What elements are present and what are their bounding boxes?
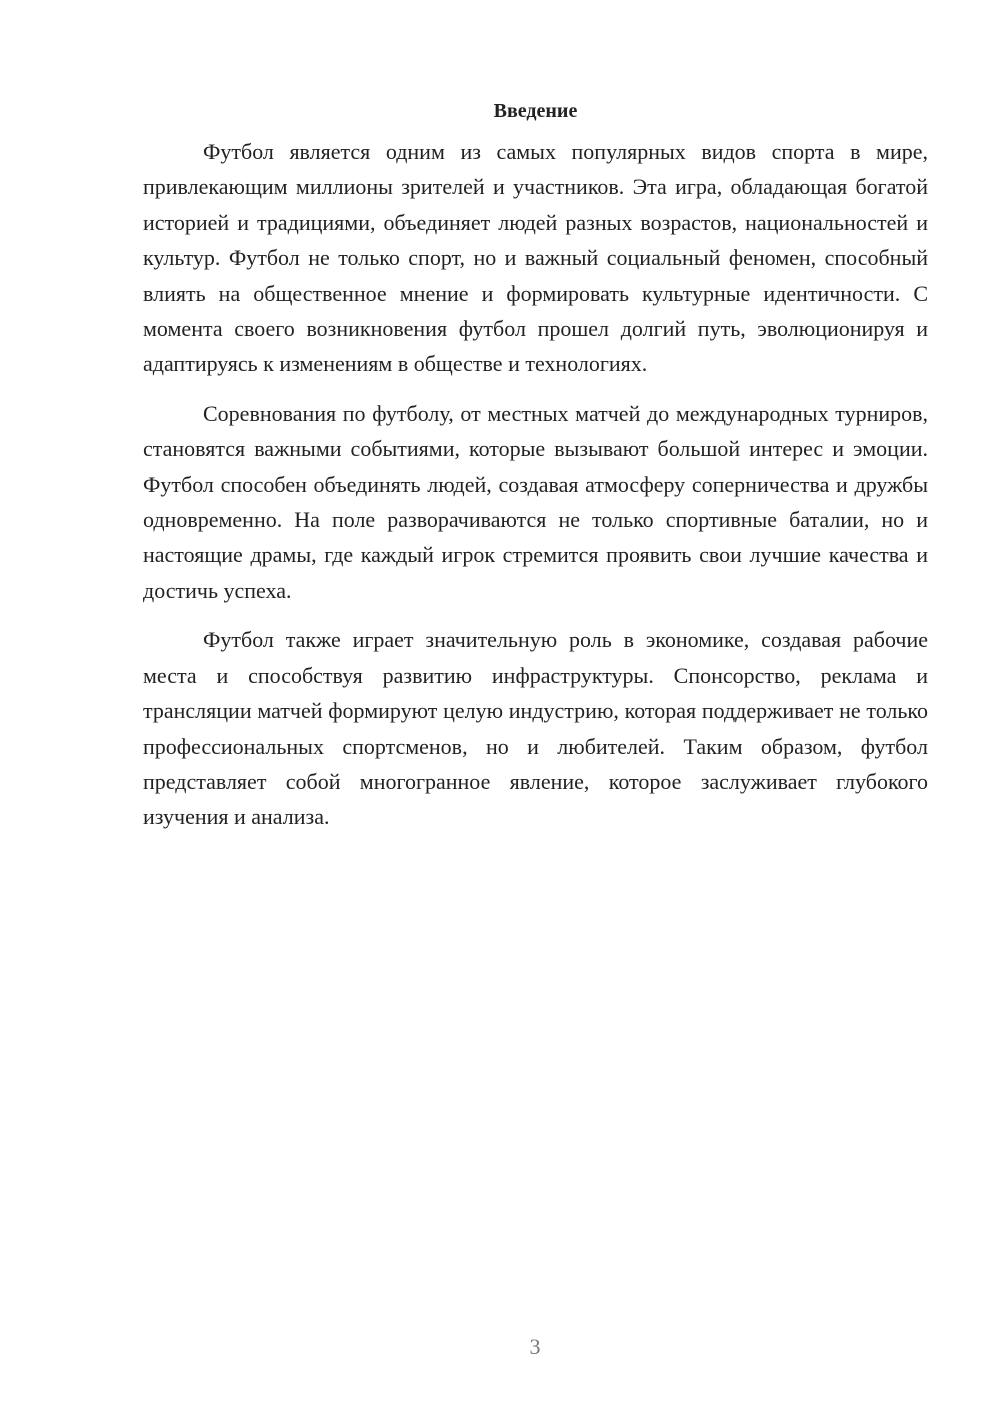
section-heading: Введение: [493, 100, 578, 122]
paragraph-3: Футбол также играет значительную роль в экономике, создавая рабочие места и способствуя развитию инфраструктуры. Спонсорство, реклама и трансляции матчей формируют целую индустрию, которая поддерживает не только профессиональных спортсменов, но и любителей. Таким образом, футбол представляет собой многогранное явление, которое заслуживает глубокого изучения и анализа.: [143, 627, 928, 830]
paragraph-1: Футбол является одним из самых популярных видов спорта в мире, привлекающим миллионы зрителей и участников. Эта игра, обладающая богатой историей и традициями, объединяет людей разных возрастов, национальностей и культур. Футбол не только спорт, но и важный социальный феномен, способный влиять на общественное мнение и формировать культурные идентичности. С момента своего возникновения футбол прошел долгий путь, эволюционируя и адаптируясь к изменениям в обществе и технологиях.: [143, 139, 928, 377]
page-number: 3: [529, 1334, 541, 1359]
paragraph-2: Соревнования по футболу, от местных матчей до международных турниров, становятся важными событиями, которые вызывают большой интерес и эмоции. Футбол способен объединять людей, создавая атмосферу соперничества и дружбы одновременно. На поле разворачиваются не только спортивные баталии, но и настоящие драмы, где каждый игрок стремится проявить свои лучшие качества и достичь успеха.: [143, 400, 928, 603]
page-content: [143, 96, 928, 849]
